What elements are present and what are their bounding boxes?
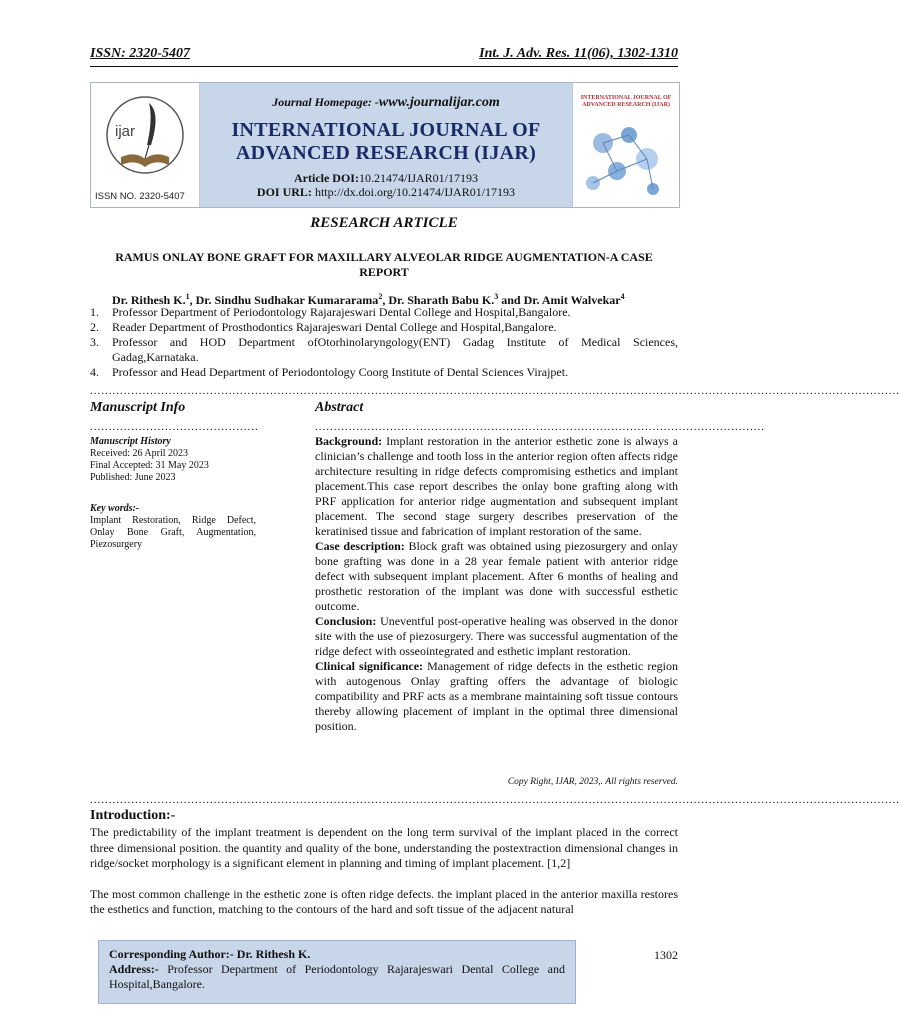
journal-title-line2: ADVANCED RESEARCH (IJAR) [235,142,537,164]
doi-line: Article DOI:10.21474/IJAR01/17193 [294,171,478,185]
homepage-link[interactable]: www.journalijar.com [378,95,500,110]
journal-banner [90,82,680,208]
header-rule [90,66,678,67]
accepted-date: Final Accepted: 31 May 2023 [90,460,209,471]
journal-title-line1: INTERNATIONAL JOURNAL OF [231,119,541,141]
citation-header: Int. J. Adv. Res. 11(06), 1302-1310 [479,46,678,61]
author-affiliation-marker: 2 [378,292,383,301]
affiliation-number: 1. [90,305,99,319]
cover-text: INTERNATIONAL JOURNAL OF ADVANCED RESEARCH (IJAR) [580,95,672,108]
abstract-conclusion: Conclusion: Uneventful post-operative healing was observed in the donor site with the use of piezosurgery. There was successful augmentation of the ridge defect with osseointegrated and esthetic implant restoration. [315,614,678,658]
logo-issn: ISSN NO. 2320-5407 [95,191,185,202]
author-name: Dr. Sindhu Sudhakar Kumararama [195,293,379,307]
doi-url-line: DOI URL: http://dx.doi.org/10.21474/IJAR01/17193 [256,185,516,199]
copyright-note: Copy Right, IJAR, 2023,. All rights reserved. [507,777,678,787]
manuscript-history: Manuscript History Received: 26 April 2023 Final Accepted: 31 May 2023 Published: June 2023 [90,436,256,484]
author-separator: , [189,293,196,307]
introduction-heading: Introduction:- [90,808,176,823]
affiliation-number: 3. [90,335,99,349]
corresponding-address: Address:- Professor Department of Periodontology Rajarajeswari Dental College and Hospital,Bangalore. [109,962,565,991]
manuscript-dots: ............................................. [90,421,259,433]
homepage-line: Journal Homepage: -www.journalijar.com [272,95,500,110]
affiliation-item [90,320,678,335]
article-title-line1: RAMUS ONLAY BONE GRAFT FOR MAXILLARY ALVEOLAR RIDGE AUGMENTATION-A CASE [115,250,653,264]
abstract-case: Case description: Block graft was obtained using piezosurgery and onlay bone grafting was done in a 28 year female patient with anterior ridge defect with subsequent implant placement. After 6 months of healing and prosthetic restoration of the implant was done with successful esthetic outcome. [315,539,678,613]
affiliation-text: Professor and Head Department of Periodontology Coorg Institute of Dental Sciences Virajpet. [112,365,569,379]
intro-paragraph-1: The predictability of the implant treatment is dependent on the long term survival of the implant placed in the correct three dimensional position. the quantity and quality of the bone, understanding the postextraction dimensional changes in ridge/socket morphology is a significant element in planning and timing of implant placement. [1,2] [90,825,678,870]
affiliation-text: Professor and HOD Department ofOtorhinolaryngology(ENT) Gadag Institute of Medical Sciences, Gadag,Karnataka. [112,335,678,364]
doi-url-link[interactable]: http://dx.doi.org/10.21474/IJAR01/17193 [314,185,516,199]
journal-cover-thumbnail [572,83,679,207]
affiliation-number: 2. [90,320,99,334]
affiliation-item [90,365,678,380]
author-name: Dr. Rithesh K. [112,293,186,307]
received-date: Received: 26 April 2023 [90,448,189,459]
manuscript-info-heading: Manuscript Info [90,400,186,415]
affiliation-text: Professor Department of Periodontology Rajarajeswari Dental College and Hospital,Bangalore. [112,305,571,319]
dotted-separator-2: ........................................................................................................................................................................................................................ [90,794,900,806]
page-number: 1302 [654,948,678,962]
introduction-body [90,825,678,918]
author-affiliation-marker: 1 [185,292,190,301]
author-separator: and [498,293,524,307]
abstract-clinical: Clinical significance: Management of ridge defects in the esthetic region with autogenous Onlay grafting offers the advantage of biologic compatibility and PRF acts as a membrane maintaining soft tissue contours thereby allowing placement of implant in the optimal three dimensional position. [315,659,678,733]
author-affiliation-marker: 3 [494,292,499,301]
keywords-block: Key words:- Implant Restoration, Ridge Defect, Onlay Bone Graft, Augmentation, Piezosurgery [90,503,256,550]
affiliation-number: 4. [90,365,99,379]
molecule-icon [573,113,679,207]
abstract-dots: ........................................................................................................................ [315,421,765,433]
corresponding-author-box [98,940,576,1004]
article-title-line2: REPORT [359,265,409,279]
affiliation-item [90,335,678,365]
logo-text: ijar [115,123,136,140]
abstract-heading: Abstract [315,400,364,415]
journal-logo [91,83,200,207]
affiliation-item [90,305,678,320]
author-name: Dr. Sharath Babu K. [388,293,495,307]
affiliation-text: Reader Department of Prosthodontics Rajarajeswari Dental College and Hospital,Bangalore. [112,320,557,334]
keywords-text: Implant Restoration, Ridge Defect, Onlay Bone Graft, Augmentation, Piezosurgery [90,515,256,550]
quill-book-icon [91,83,199,207]
abstract-background: Background: Implant restoration in the anterior esthetic zone is always a clinician’s challenge and tooth loss in the anterior region often affects ridge architecture resulting in ridge defects compromising esthetics and implant placement.This case report describes the onlay bone grafting along with PRF application for anterior ridge augmentation and subsequent implant placement. The second stage surgery describes preservation of the keratinised tissue and fabrication of implant restoration of the same. [315,434,678,538]
dotted-separator: ........................................................................................................................................................................................................................ [90,385,900,397]
author-name: Dr. Amit Walvekar [523,293,621,307]
author-separator: , [382,293,389,307]
intro-paragraph-2: The most common challenge in the esthetic zone is often ridge defects. the implant placed in the anterior maxilla restores the esthetics and function, matching to the contours of the hard and soft tissue of the adjacent natural [90,886,678,916]
abstract-body [315,434,678,734]
corresponding-author-name: Corresponding Author:- Dr. Rithesh K. [109,947,311,961]
published-date: Published: June 2023 [90,472,176,483]
issn-header: ISSN: 2320-5407 [90,46,190,61]
author-affiliation-marker: 4 [620,292,625,301]
article-type: RESEARCH ARTICLE [310,215,458,231]
